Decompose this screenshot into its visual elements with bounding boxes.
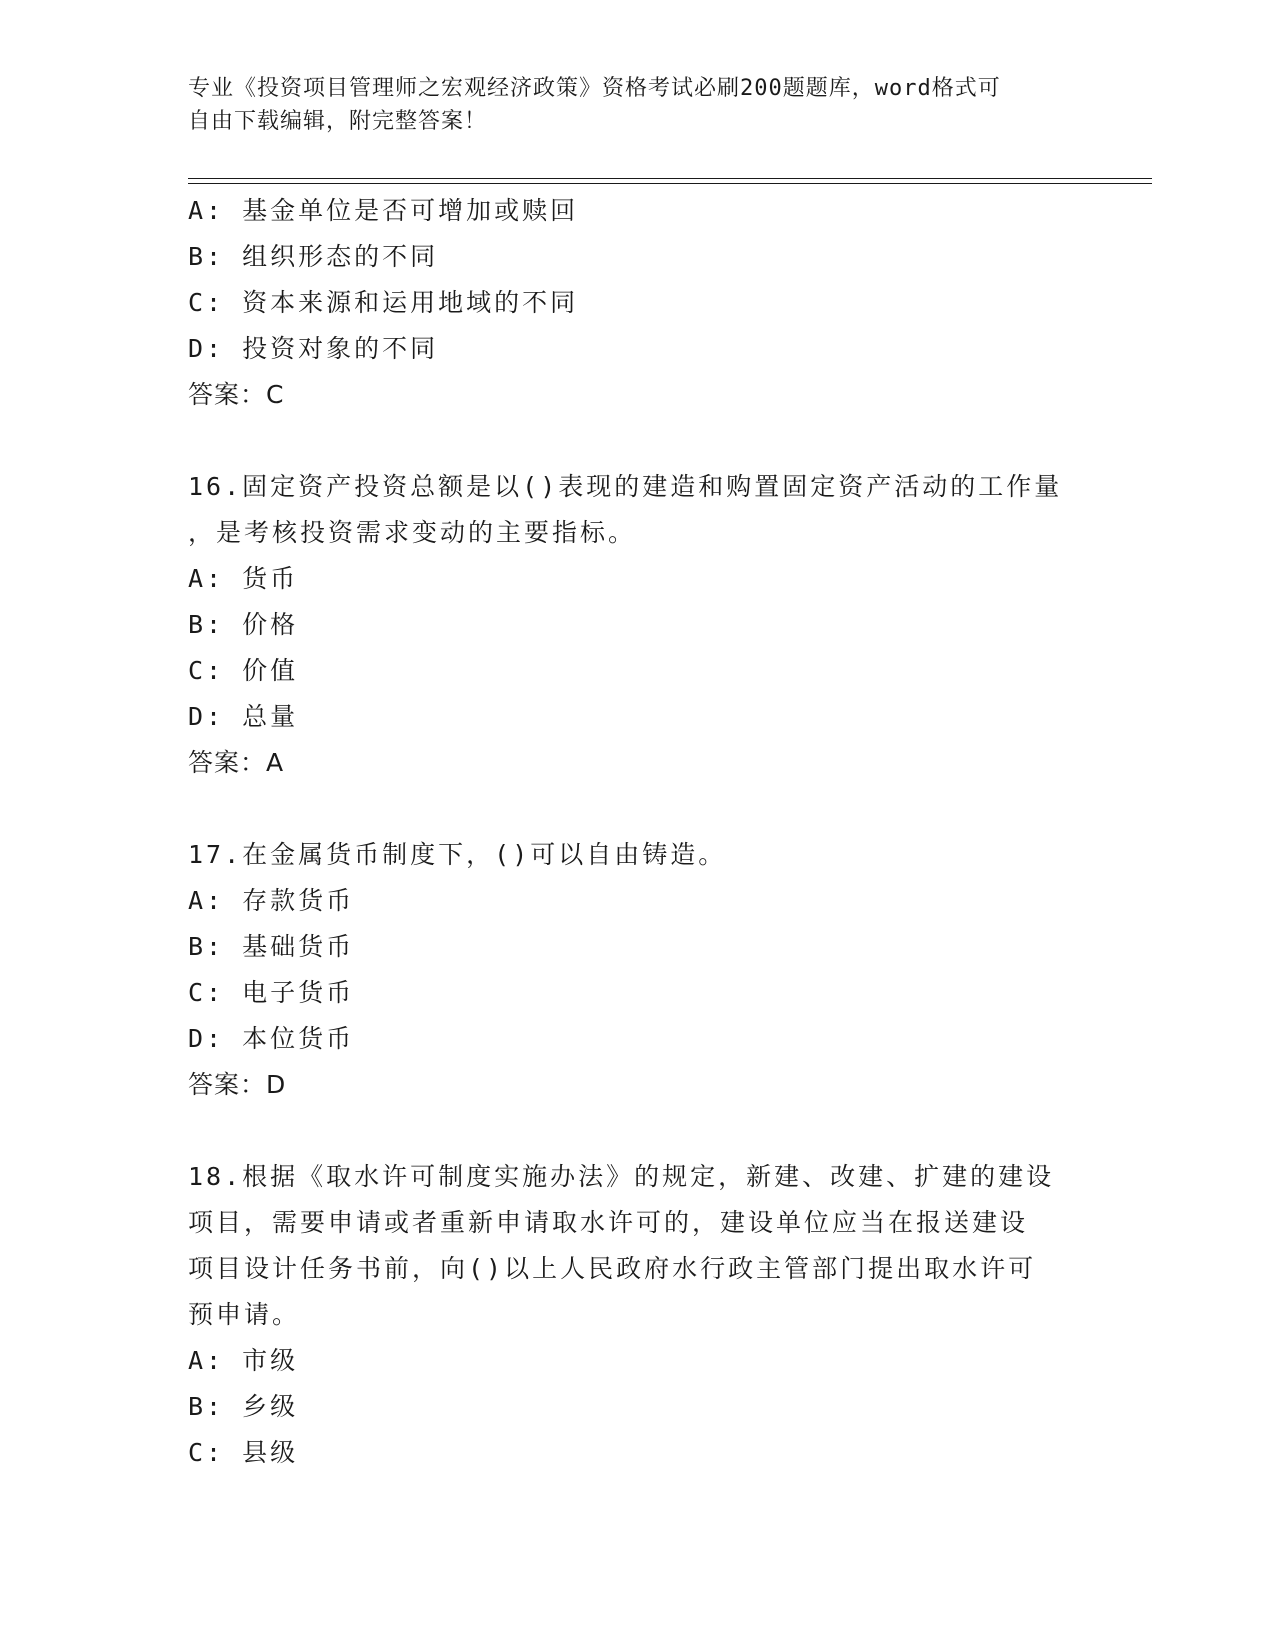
option-d: D: 本位货币 — [188, 1024, 355, 1053]
option-a: A: 市级 — [188, 1346, 299, 1375]
question-text-line: 18.根据《取水许可制度实施办法》的规定，新建、改建、扩建的建设 — [188, 1162, 1055, 1191]
option-b: B: 组织形态的不同 — [188, 242, 439, 271]
option-a: A: 货币 — [188, 564, 299, 593]
header-divider-top — [188, 178, 1152, 179]
header-divider-bottom — [188, 183, 1152, 184]
option-c: C: 价值 — [188, 656, 299, 685]
option-a: A: 基金单位是否可增加或赎回 — [188, 196, 579, 225]
answer: 答案：C — [188, 380, 285, 409]
document-header — [188, 72, 1068, 138]
option-d: D: 总量 — [188, 702, 299, 731]
option-b: B: 乡级 — [188, 1392, 299, 1421]
option-d: D: 投资对象的不同 — [188, 334, 439, 363]
question-16 — [188, 464, 1088, 786]
question-text-line: 预申请。 — [188, 1300, 301, 1329]
question-text-line: 17.在金属货币制度下，()可以自由铸造。 — [188, 840, 727, 869]
option-c: C: 资本来源和运用地域的不同 — [188, 288, 579, 317]
question-text-line: 项目设计任务书前，向()以上人民政府水行政主管部门提出取水许可 — [188, 1254, 1037, 1283]
question-18 — [188, 1154, 1088, 1476]
question-text-line: ，是考核投资需求变动的主要指标。 — [188, 518, 637, 547]
header-line-1: 专业《投资项目管理师之宏观经济政策》资格考试必刷200题题库，word格式可 — [188, 76, 1001, 101]
question-text-line: 16.固定资产投资总额是以()表现的建造和购置固定资产活动的工作量 — [188, 472, 1063, 501]
header-line-2: 自由下载编辑，附完整答案！ — [188, 109, 488, 134]
option-b: B: 价格 — [188, 610, 299, 639]
option-c: C: 电子货币 — [188, 978, 355, 1007]
option-b: B: 基础货币 — [188, 932, 355, 961]
question-list — [188, 188, 1088, 1476]
question-17 — [188, 832, 1088, 1108]
question-text-line: 项目，需要申请或者重新申请取水许可的，建设单位应当在报送建设 — [188, 1208, 1029, 1237]
answer: 答案：D — [188, 1070, 287, 1099]
option-c: C: 县级 — [188, 1438, 299, 1467]
option-a: A: 存款货币 — [188, 886, 355, 915]
question-15-continued — [188, 188, 1088, 418]
answer: 答案：A — [188, 748, 285, 777]
